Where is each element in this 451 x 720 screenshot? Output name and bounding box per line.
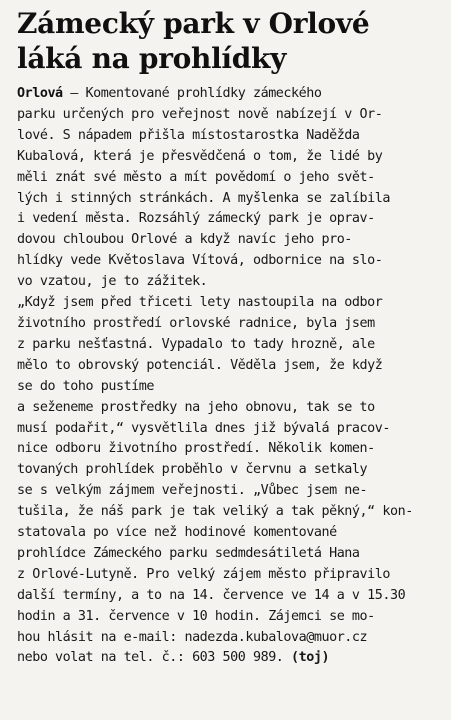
body-line: musí podařit,“ vysvětlila dnes již bývalá pracov- — [17, 420, 390, 436]
body-line: se s velkým zájmem veřejnosti. „Vůbec jsem ne- — [17, 483, 368, 499]
body-line: lých i stinných stránkách. A myšlenka se zalíbila — [17, 190, 390, 206]
body-line: nice odboru životního prostředí. Několik komen- — [17, 441, 375, 457]
body-line: mělo to obrovský potenciál. Věděla jsem, že když — [17, 357, 383, 373]
body-line-first — [17, 84, 438, 105]
first-line-text: – Komentované prohlídky zámeckého — [62, 86, 322, 101]
last-line-text: nebo volat na tel. č.: 603 500 989. — [17, 650, 292, 666]
body-line: tovaných prohlídek proběhlo v červnu a setkaly — [17, 462, 368, 478]
body-line: další termíny, a to na 14. července ve 14 a v 15.30 — [17, 587, 406, 603]
body-line: hodin a 31. července v 10 hodin. Zájemci se mo- — [17, 608, 375, 624]
body-line-last — [17, 648, 438, 669]
author-signature: (toj) — [291, 650, 330, 666]
body-line: životního prostředí orlovské radnice, byla jsem — [17, 315, 375, 331]
body-line: vo vzatou, je to zážitek. — [17, 274, 208, 290]
body-line: „Když jsem před třiceti lety nastoupila na odbor — [17, 295, 383, 311]
body-line: lové. S nápadem přišla místostarostka Naděžda — [17, 127, 360, 143]
body-line: z parku nešťastná. Vypadalo to tady hrozně, ale — [17, 336, 375, 352]
body-line: parku určených pro veřejnost nově nabízejí v Or- — [17, 106, 383, 122]
body-line: prohlídce Zámeckého parku sedmdesátiletá Hana — [17, 545, 360, 561]
body-line: i vedení města. Rozsáhlý zámecký park je oprav- — [17, 211, 375, 227]
body-line: statovala po více než hodinové komentované — [17, 525, 337, 541]
body-line: se do toho pustíme — [17, 378, 155, 394]
headline-line: láká na prohlídky — [17, 42, 287, 75]
article-headline — [17, 6, 438, 76]
headline-line: Zámecký park v Orlové — [17, 7, 370, 40]
body-line: tušila, že náš park je tak veliký a tak pěkný,“ kon- — [17, 504, 413, 520]
body-line: z Orlové-Lutyně. Pro velký zájem město připravilo — [17, 566, 390, 582]
dateline: Orlová — [17, 86, 63, 101]
body-line: hlídky vede Květoslava Vítová, odbornice na slo- — [17, 253, 383, 269]
body-line: dovou chloubou Orlové a když navíc jeho pro- — [17, 232, 352, 248]
body-line: hou hlásit na e-mail: nadezda.kubalova@muor.cz — [17, 629, 368, 645]
body-line: Kubalová, která je přesvědčená o tom, že lidé by — [17, 148, 383, 164]
body-line: měli znát své město a mít povědomí o jeho svět- — [17, 169, 375, 185]
article-body — [17, 84, 438, 669]
body-line: a seženeme prostředky na jeho obnovu, tak se to — [17, 399, 375, 415]
